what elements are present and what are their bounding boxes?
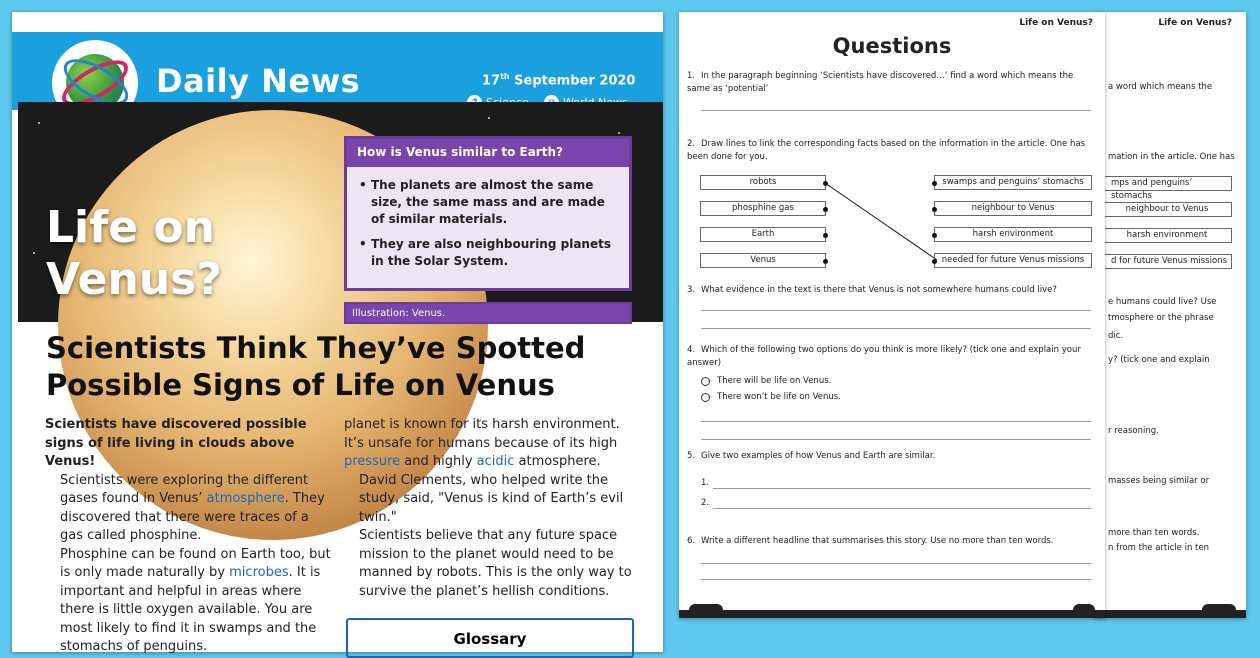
answer-line[interactable] <box>701 310 1091 311</box>
answer-line[interactable] <box>701 110 1091 111</box>
article-paragraph: Scientists believe that any future space mission to the planet would need to be manned by robots. This is the only way to survive the planet’s hellish conditions. <box>359 528 632 599</box>
match-left-robots[interactable]: robots <box>700 175 826 190</box>
questions-page <box>679 12 1105 618</box>
question-6 <box>687 535 1091 548</box>
paragraph-text: planet is known for its harsh environment. It’s unsafe for humans because of its high <box>344 417 620 451</box>
question-text: Draw lines to link the corresponding facts based on the information in the article. One has been done for you. <box>687 139 1086 162</box>
answer-line[interactable] <box>701 421 1091 422</box>
article-paragraph <box>344 416 640 472</box>
question-number: 4. <box>687 345 696 355</box>
fact-box-list <box>347 167 629 270</box>
date-suffix: th <box>500 72 510 81</box>
page-footer <box>679 610 1105 618</box>
glossary-word-atmosphere: atmosphere <box>206 491 285 506</box>
article-headline: Scientists Think They’ve Spotted Possible Signs of Life on Venus <box>46 331 586 402</box>
answer-line[interactable] <box>713 508 1091 509</box>
match-right-neighbour[interactable]: neighbour to Venus <box>934 201 1092 216</box>
back-text: tmosphere or the phrase <box>1108 313 1214 323</box>
option-label: There will be life on Venus. <box>717 376 832 386</box>
question-1 <box>687 70 1091 96</box>
matching-line <box>825 183 937 260</box>
footer-rocket-icon <box>689 604 723 610</box>
back-text: a word which means the <box>1108 82 1213 92</box>
back-text: r reasoning. <box>1108 426 1159 436</box>
running-head: Life on Venus? <box>1158 18 1232 28</box>
back-text: y? (tick one and explain <box>1108 355 1210 365</box>
match-dot[interactable] <box>823 207 828 212</box>
question-number: 5. <box>687 451 696 461</box>
glossary-word-pressure: pressure <box>344 454 401 469</box>
date-day: 17 <box>482 73 501 89</box>
question-number: 1. <box>687 71 696 81</box>
back-text: dic. <box>1108 331 1124 341</box>
masthead-title: Daily News <box>156 62 361 100</box>
back-box: d for future Venus missions <box>1102 254 1232 269</box>
question-text: Write a different headline that summarises this story. Use no more than ten words. <box>701 536 1054 546</box>
match-right-missions[interactable]: needed for future Venus missions <box>934 253 1092 268</box>
question-text: Give two examples of how Venus and Earth are similar. <box>701 451 936 461</box>
answer-line[interactable] <box>701 563 1091 564</box>
hero-title <box>46 202 222 306</box>
option-label: There won’t be life on Venus. <box>717 392 841 402</box>
match-dot[interactable] <box>823 259 828 264</box>
paragraph-text: . It is important and helpful in areas where there is little oxygen available. You are most likely to find it in swamps and the stomachs of penguins. <box>60 565 321 654</box>
answer-line[interactable] <box>701 439 1091 440</box>
match-right-harsh[interactable]: harsh environment <box>934 227 1092 242</box>
question-number: 3. <box>687 285 696 295</box>
running-head: Life on Venus? <box>1019 18 1093 28</box>
footer-rocket-icon <box>1202 604 1236 610</box>
match-left-venus[interactable]: Venus <box>700 253 826 268</box>
answer-line[interactable] <box>701 579 1091 580</box>
hero-title-line1: Life on <box>46 202 215 253</box>
match-left-earth[interactable]: Earth <box>700 227 826 242</box>
paragraph-text: atmosphere. <box>514 454 601 469</box>
fact-box <box>344 136 632 291</box>
footer-logo-icon <box>1073 604 1095 610</box>
answer-line[interactable] <box>713 488 1091 489</box>
image-caption: Illustration: Venus. <box>344 302 632 324</box>
fact-box-bullet: • They are also neighbouring planets in the Solar System. <box>359 236 619 270</box>
fact-box-heading: How is Venus similar to Earth? <box>347 139 629 167</box>
questions-page-back <box>1094 12 1246 618</box>
paragraph-text: . They discovered that there were traces of a gas called phosphine. <box>60 491 325 543</box>
paragraph-text: and highly <box>400 454 477 469</box>
match-right-swamps[interactable]: swamps and penguins’ stomachs <box>934 175 1092 190</box>
match-dot[interactable] <box>823 181 828 186</box>
match-dot[interactable] <box>932 207 937 212</box>
match-dot[interactable] <box>932 233 937 238</box>
page-footer <box>1094 610 1246 618</box>
back-box: neighbour to Venus <box>1102 202 1232 217</box>
hero-title-line2: Venus? <box>46 254 222 305</box>
question-text: In the paragraph beginning ‘Scientists have discovered…’ find a word which means the same as ‘potential’ <box>687 71 1074 94</box>
glossary-box: Glossary <box>346 618 634 658</box>
question-5 <box>687 450 1091 463</box>
back-text: masses being similar or <box>1108 476 1210 486</box>
option-radio[interactable] <box>701 377 710 386</box>
match-dot[interactable] <box>932 259 937 264</box>
item-number: 1. <box>701 478 710 488</box>
match-left-phosphine[interactable]: phosphine gas <box>700 201 826 216</box>
question-number: 6. <box>687 536 696 546</box>
answer-line[interactable] <box>701 328 1091 329</box>
glossary-word-acidic: acidic <box>476 454 515 469</box>
option-radio[interactable] <box>701 393 710 402</box>
article-paragraph: David Clements, who helped write the study, said, "Venus is kind of Earth’s evil twin." <box>359 472 624 525</box>
article-paragraph <box>45 546 335 657</box>
match-dot[interactable] <box>932 181 937 186</box>
article-lead: Scientists have discovered possible signs of life living in clouds above Venus! <box>45 417 307 469</box>
article-column-1 <box>45 416 335 657</box>
paragraph-text: Phosphine can be found on Earth too, but is only made naturally by <box>60 546 331 580</box>
matching-lines <box>679 12 1105 618</box>
back-box: mps and penguins’ stomachs <box>1102 176 1232 191</box>
issue-date <box>482 72 635 88</box>
newspaper-page <box>12 12 663 652</box>
date-rest: September 2020 <box>514 73 636 89</box>
question-3 <box>687 284 1091 297</box>
question-4 <box>687 344 1091 370</box>
article-column-2 <box>344 416 640 601</box>
match-dot[interactable] <box>823 233 828 238</box>
question-text: Which of the following two options do you think is more likely? (tick one and explain your answer) <box>687 345 1081 368</box>
question-number: 2. <box>687 139 696 149</box>
question-2 <box>687 138 1091 164</box>
article-paragraph <box>45 472 335 546</box>
back-text: n from the article in ten <box>1108 543 1209 553</box>
back-text: e humans could live? Use <box>1108 297 1217 307</box>
back-text: more than ten words. <box>1108 528 1200 538</box>
question-text: What evidence in the text is there that Venus is not somewhere humans could live? <box>701 285 1057 295</box>
fact-box-bullet: • The planets are almost the same size, the same mass and are made of similar materials. <box>359 177 619 228</box>
back-box: harsh environment <box>1102 228 1232 243</box>
back-text: mation in the article. One has <box>1108 152 1235 162</box>
questions-title: Questions <box>832 34 952 58</box>
item-number: 2. <box>701 498 710 508</box>
glossary-word-microbes: microbes <box>229 565 289 580</box>
paragraph-text: Scientists were exploring the different gases found in Venus’ <box>60 472 309 506</box>
masthead-banner <box>12 32 663 110</box>
